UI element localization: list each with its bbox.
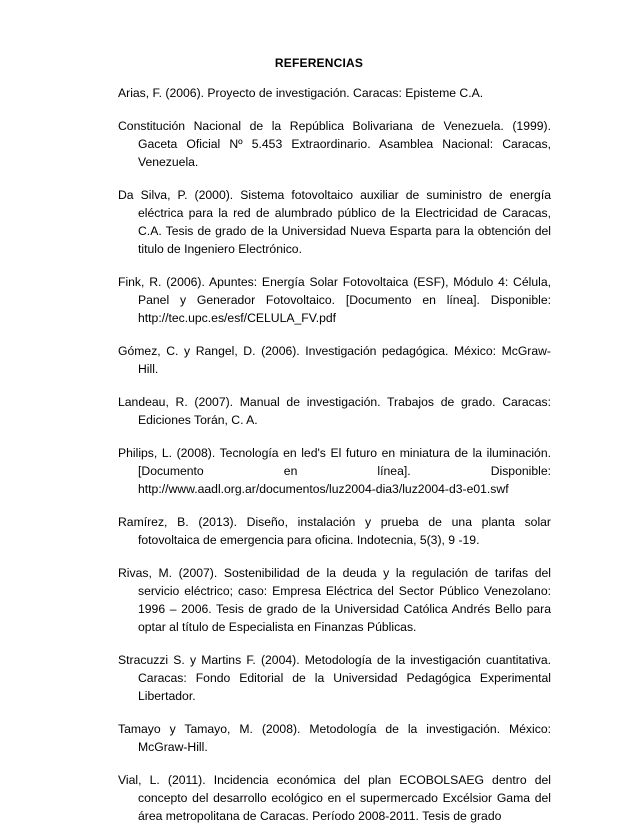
reference-entry: Constitución Nacional de la República Bolivariana de Venezuela. (1999). Gaceta Oficial Nº 5.453 Extraordinario. Asamblea Nacional: Caracas, Venezuela. [118, 119, 551, 169]
reference-entry: Tamayo y Tamayo, M. (2008). Metodología de la investigación. México: McGraw-Hill. [118, 722, 551, 754]
reference-entry: Landeau, R. (2007). Manual de investigación. Trabajos de grado. Caracas: Ediciones Torán, C. A. [118, 395, 551, 427]
reference-entry: Philips, L. (2008). Tecnología en led's El futuro en miniatura de la iluminación. [Documento en línea]. Disponible: http://www.aadl.org.ar/documentos/luz2004-dia3/luz2004-d3-e01.swf [118, 446, 551, 496]
reference-entry: Stracuzzi S. y Martins F. (2004). Metodología de la investigación cuantitativa. Caracas: Fondo Editorial de la Universidad Pedagógica Experimental Libertador. [118, 653, 551, 703]
reference-entry: Arias, F. (2006). Proyecto de investigación. Caracas: Episteme C.A. [118, 86, 484, 100]
reference-list [118, 84, 551, 840]
page-title: REFERENCIAS [274, 56, 364, 70]
reference-entry: Vial, L. (2011). Incidencia económica del plan ECOBOLSAEG dentro del concepto del desarrollo ecológico en el supermercado Excélsior Gama del área metropolitana de Caracas. Período 2008-2011. Tesis de grado [118, 773, 551, 823]
reference-entry: Rivas, M. (2007). Sostenibilidad de la deuda y la regulación de tarifas del servicio eléctrico; caso: Empresa Eléctrica del Sector Público Venezolano: 1996 – 2006. Tesis de grado de la Universidad Católica Andrés Bello para optar al título de Especialista en Finanzas Públicas. [118, 566, 551, 634]
reference-entry: Ramírez, B. (2013). Diseño, instalación y prueba de una planta solar fotovoltaica de emergencia para oficina. Indotecnia, 5(3), 9 -19. [118, 515, 551, 547]
reference-entry: Da Silva, P. (2000). Sistema fotovoltaico auxiliar de suministro de energía eléctrica para la red de alumbrado público de la Electricidad de Caracas, C.A. Tesis de grado de la Universidad Nueva Esparta para la obtención del titulo de Ingeniero Electrónico. [118, 188, 551, 256]
reference-entry: Fink, R. (2006). Apuntes: Energía Solar Fotovoltaica (ESF), Módulo 4: Célula, Panel y Generador Fotovoltaico. [Documento en línea]. Disponible: http://tec.upc.es/esf/CELULA_FV.pdf [118, 275, 551, 325]
reference-entry: Gómez, C. y Rangel, D. (2006). Investigación pedagógica. México: McGraw-Hill. [118, 344, 551, 376]
